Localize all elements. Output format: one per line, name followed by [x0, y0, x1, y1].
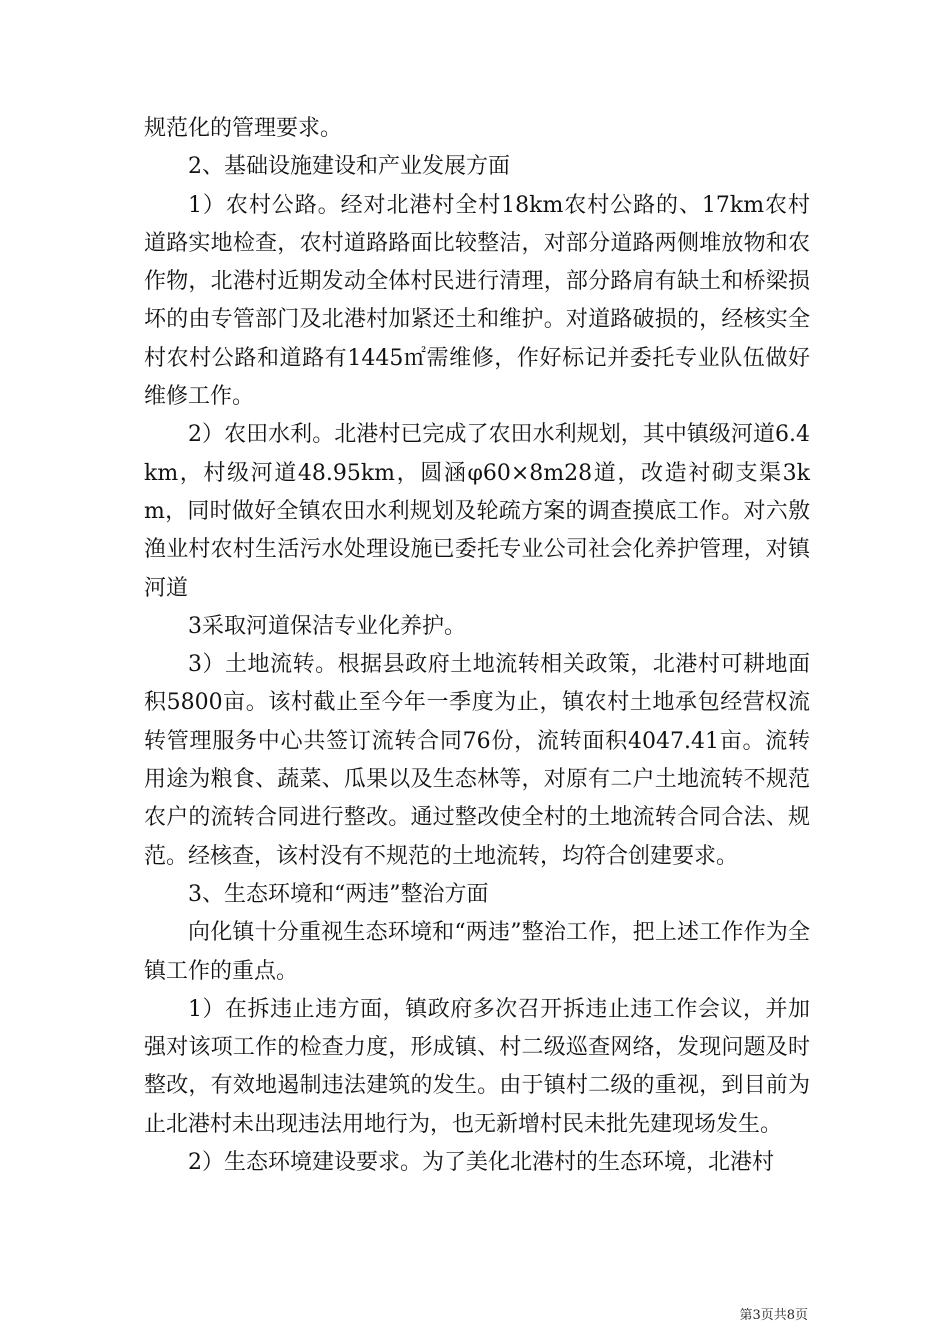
paragraph-continuation: 规范化的管理要求。: [144, 116, 343, 141]
section-heading-infrastructure: 2、基础设施建设和产业发展方面: [188, 154, 510, 180]
paragraph-ecology-requirements: 2）生态环境建设要求。为了美化北港村的生态环境，北港村: [188, 1150, 774, 1176]
paragraph-river-cleaning: 3采取河道保洁专业化养护。: [188, 613, 466, 639]
paragraph-land-transfer: 3）土地流转。根据县政府土地流转相关政策，北港村可耕地面积5800亩。该村截止至今年一季度为止，镇农村土地承包经营权流转管理服务中心共签订流转合同76份，流转面积4047.41亩。流转用途为粮食、蔬菜、瓜果以及生态林等，对原有二户土地流转不规范农户的流转合同进行整改。通过整改使全村的土地流转合同合法、规范。经核查，该村没有不规范的土地流转，均符合创建要求。: [144, 652, 810, 869]
paragraph-farmland-water: 2）农田水利。北港村已完成了农田水利规划，其中镇级河道6.4km，村级河道48.95km，圆涵φ60×8m28道，改造衬砌支渠3km，同时做好全镇农田水利规划及轮疏方案的调查摸底工作。对六敫渔业村农村生活污水处理设施已委托专业公司社会化养护管理，对镇河道: [144, 422, 810, 601]
document-body: [144, 110, 810, 1182]
paragraph-illegal-construction: 1）在拆违止违方面，镇政府多次召开拆违止违工作会议，并加强对该项工作的检查力度，形成镇、村二级巡查网络，发现问题及时整改，有效地遏制违法建筑的发生。由于镇村二级的重视，到目前为止北港村未出现违法用地行为，也无新增村民未批先建现场发生。: [144, 996, 810, 1137]
page-number: 第3页共8页: [739, 1308, 808, 1323]
paragraph-rural-roads: 1）农村公路。经对北港村全村18km农村公路的、17km农村道路实地检查，农村道路路面比较整洁，对部分道路两侧堆放物和农作物，北港村近期发动全体村民进行清理，部分路肩有缺土和桥梁损坏的由专管部门及北港村加紧还土和维护。对道路破损的，经核实全村农村公路和道路有1445㎡需维修，作好标记并委托专业队伍做好维修工作。: [144, 192, 810, 410]
section-heading-ecology: 3、生态环境和“两违”整治方面: [188, 881, 489, 907]
paragraph-ecology-intro: 向化镇十分重视生态环境和“两违”整治工作，把上述工作作为全镇工作的重点。: [144, 920, 810, 984]
